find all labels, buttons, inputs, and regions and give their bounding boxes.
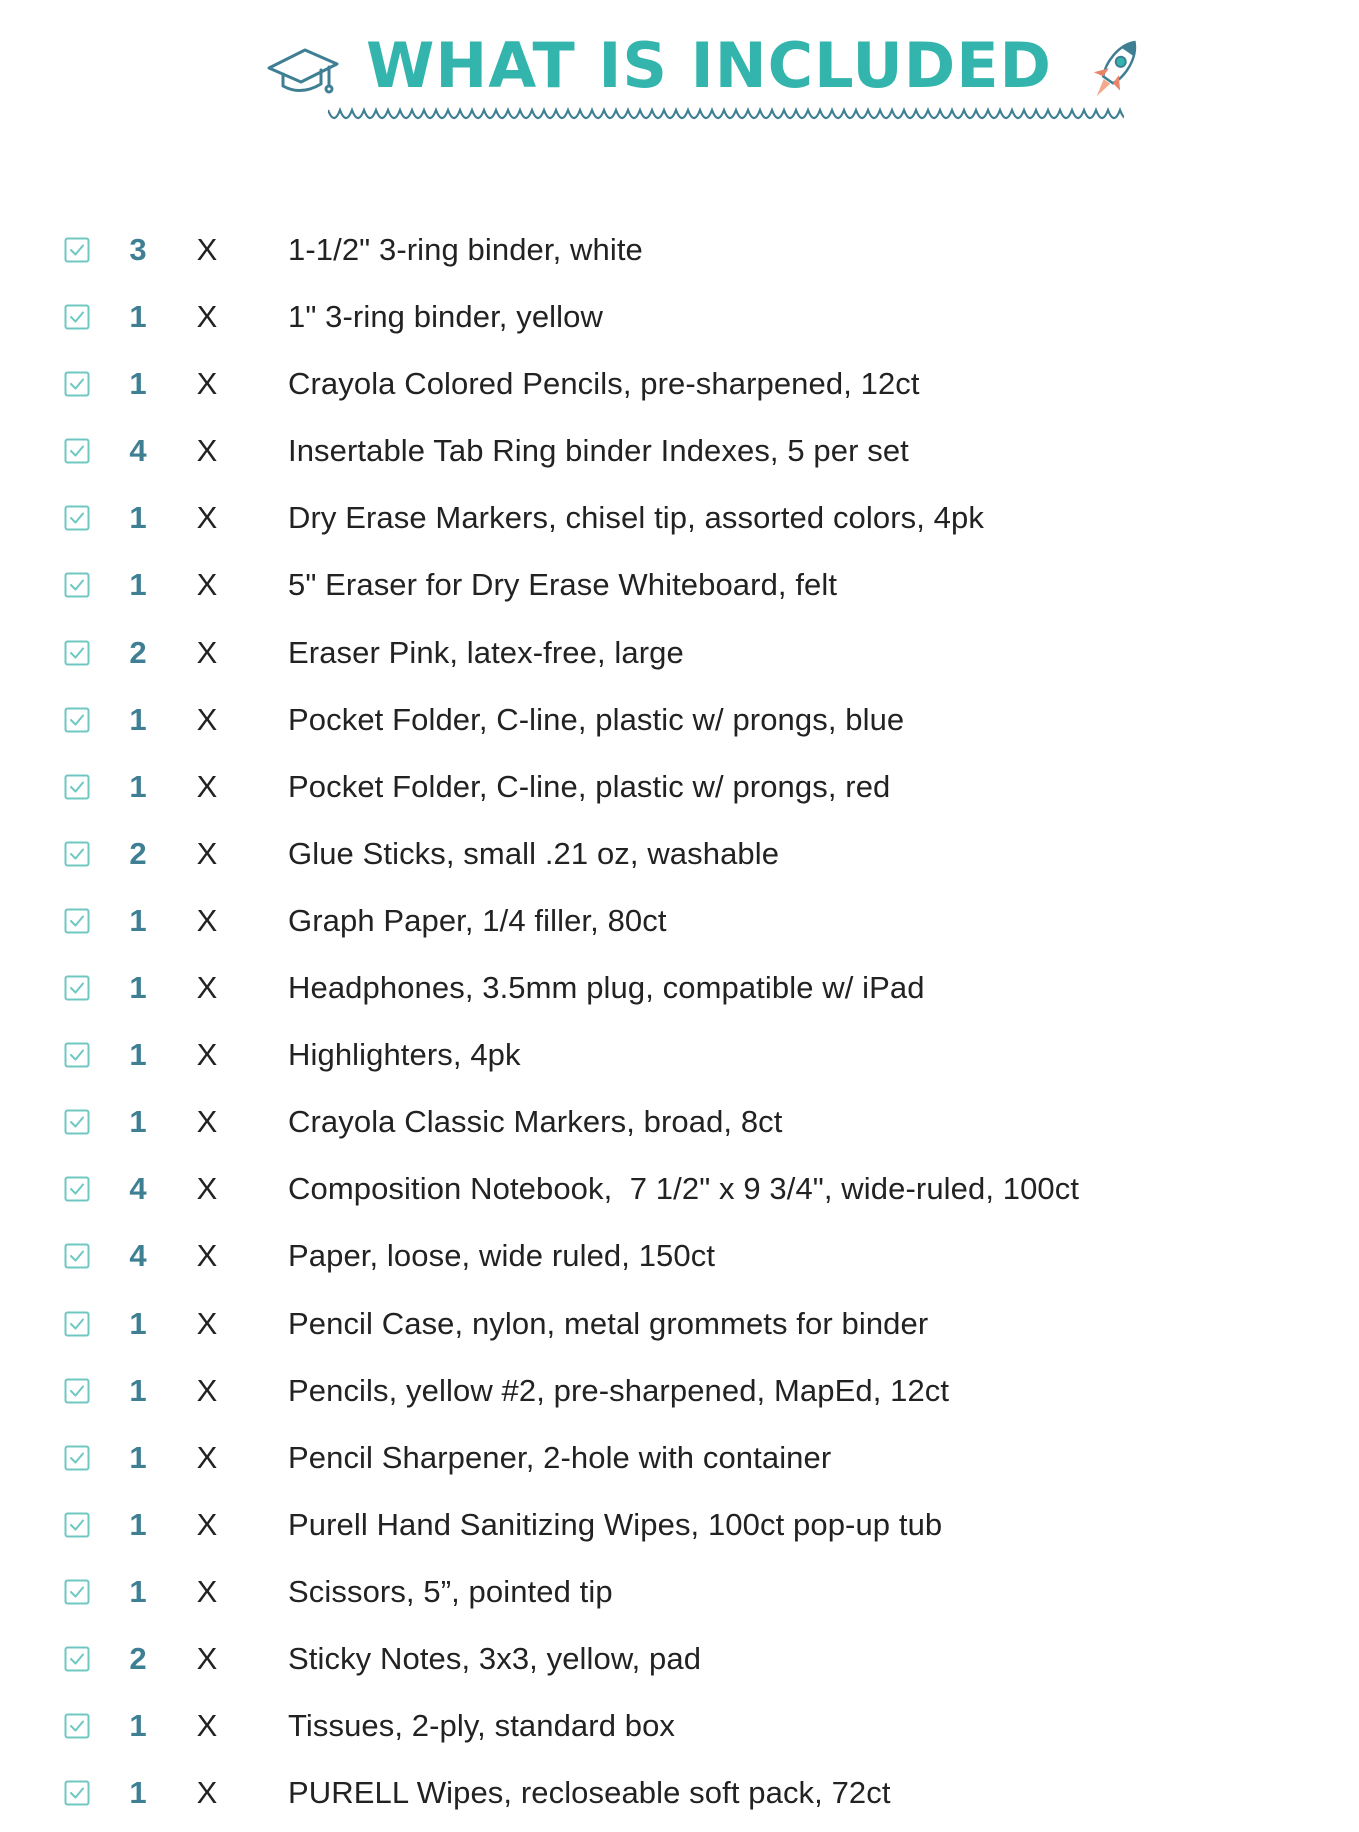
multiply-symbol: X: [196, 1506, 218, 1542]
list-item: [0, 222, 1359, 289]
checkbox-icon[interactable]: [64, 1243, 90, 1269]
multiply-symbol: X: [196, 768, 218, 804]
item-quantity: 1: [129, 970, 147, 1006]
item-quantity: 1: [129, 299, 147, 335]
list-item: [0, 1094, 1359, 1161]
checkbox-icon[interactable]: [64, 1713, 90, 1739]
checkbox-icon[interactable]: [64, 572, 90, 598]
checkbox-icon[interactable]: [64, 505, 90, 531]
item-quantity: 1: [129, 1372, 147, 1408]
list-item: [0, 289, 1359, 356]
item-name: Headphones, 3.5mm plug, compatible w/ iPad: [288, 970, 925, 1006]
list-item: [0, 1161, 1359, 1228]
multiply-symbol: X: [196, 1372, 218, 1408]
list-item: [0, 1698, 1359, 1765]
list-item: [0, 960, 1359, 1027]
item-name: 5" Eraser for Dry Erase Whiteboard, felt: [288, 567, 838, 603]
item-quantity: 2: [129, 835, 147, 871]
item-name: Crayola Colored Pencils, pre-sharpened, 12ct: [288, 366, 920, 402]
item-quantity: 1: [129, 1775, 147, 1811]
multiply-symbol: X: [196, 1573, 218, 1609]
item-name: Insertable Tab Ring binder Indexes, 5 per set: [288, 433, 909, 469]
item-name: Pencil Sharpener, 2-hole with container: [288, 1439, 832, 1475]
multiply-symbol: X: [196, 1171, 218, 1207]
item-quantity: 2: [129, 1640, 147, 1676]
list-item: [0, 1228, 1359, 1295]
item-name: Eraser Pink, latex-free, large: [288, 634, 684, 670]
list-item: [0, 1296, 1359, 1363]
page-header: [0, 0, 1359, 140]
list-item: [0, 1765, 1359, 1832]
multiply-symbol: X: [196, 1439, 218, 1475]
item-quantity: 1: [129, 567, 147, 603]
item-name: Pocket Folder, C-line, plastic w/ prongs, blue: [288, 701, 905, 737]
item-name: Pocket Folder, C-line, plastic w/ prongs, red: [288, 768, 891, 804]
wave-divider: [328, 104, 1124, 126]
checkbox-icon[interactable]: [64, 1445, 90, 1471]
list-item: [0, 1564, 1359, 1631]
item-quantity: 1: [129, 1104, 147, 1140]
item-name: Pencil Case, nylon, metal grommets for binder: [288, 1305, 929, 1341]
checkbox-icon[interactable]: [64, 1512, 90, 1538]
list-item: [0, 356, 1359, 423]
list-item: [0, 1430, 1359, 1497]
graduation-cap-icon: [265, 42, 339, 98]
rocket-icon: [1085, 30, 1145, 110]
item-quantity: 1: [129, 1506, 147, 1542]
item-quantity: 1: [129, 1708, 147, 1744]
multiply-symbol: X: [196, 232, 218, 267]
checkbox-icon[interactable]: [64, 707, 90, 733]
checkbox-icon[interactable]: [64, 1646, 90, 1672]
multiply-symbol: X: [196, 1037, 218, 1073]
item-quantity: 3: [129, 232, 147, 267]
item-name: Glue Sticks, small .21 oz, washable: [288, 835, 780, 871]
item-quantity: 1: [129, 902, 147, 938]
multiply-symbol: X: [196, 1104, 218, 1140]
item-name: Purell Hand Sanitizing Wipes, 100ct pop-up tub: [288, 1506, 943, 1542]
checkbox-icon[interactable]: [64, 1176, 90, 1202]
multiply-symbol: X: [196, 970, 218, 1006]
item-quantity: 4: [129, 1171, 147, 1207]
item-quantity: 2: [129, 634, 147, 670]
item-name: Pencils, yellow #2, pre-sharpened, MapEd, 12ct: [288, 1372, 950, 1408]
list-item: [0, 826, 1359, 893]
item-quantity: 1: [129, 1439, 147, 1475]
checkbox-icon[interactable]: [64, 371, 90, 397]
item-name: Scissors, 5”, pointed tip: [288, 1573, 613, 1609]
list-item: [0, 423, 1359, 490]
multiply-symbol: X: [196, 701, 218, 737]
item-name: Composition Notebook, 7 1/2" x 9 3/4", wide-ruled, 100ct: [288, 1171, 1080, 1207]
multiply-symbol: X: [196, 567, 218, 603]
multiply-symbol: X: [196, 835, 218, 871]
multiply-symbol: X: [196, 634, 218, 670]
checkbox-icon[interactable]: [64, 1780, 90, 1806]
multiply-symbol: X: [196, 1305, 218, 1341]
item-quantity: 4: [129, 1238, 147, 1274]
item-name: 1" 3-ring binder, yellow: [288, 299, 603, 335]
list-item: [0, 1363, 1359, 1430]
item-name: Graph Paper, 1/4 filler, 80ct: [288, 902, 667, 938]
list-item: [0, 557, 1359, 624]
list-item: [0, 1631, 1359, 1698]
item-quantity: 1: [129, 768, 147, 804]
item-name: Highlighters, 4pk: [288, 1037, 521, 1073]
item-quantity: 4: [129, 433, 147, 469]
list-item: [0, 692, 1359, 759]
checkbox-icon[interactable]: [64, 640, 90, 666]
checkbox-icon[interactable]: [64, 237, 90, 263]
multiply-symbol: X: [196, 1238, 218, 1274]
checkbox-icon[interactable]: [64, 975, 90, 1001]
multiply-symbol: X: [196, 1708, 218, 1744]
item-quantity: 1: [129, 366, 147, 402]
multiply-symbol: X: [196, 500, 218, 536]
checkbox-icon[interactable]: [64, 908, 90, 934]
item-quantity: 1: [129, 1037, 147, 1073]
list-item: [0, 1027, 1359, 1094]
item-quantity: 1: [129, 1573, 147, 1609]
item-name: Dry Erase Markers, chisel tip, assorted colors, 4pk: [288, 500, 984, 536]
checkbox-icon[interactable]: [64, 1042, 90, 1068]
item-name: Crayola Classic Markers, broad, 8ct: [288, 1104, 783, 1140]
checkbox-icon[interactable]: [64, 438, 90, 464]
item-name: PURELL Wipes, recloseable soft pack, 72ct: [288, 1775, 891, 1811]
checkbox-icon[interactable]: [64, 1378, 90, 1404]
item-quantity: 1: [129, 701, 147, 737]
item-name: Sticky Notes, 3x3, yellow, pad: [288, 1640, 702, 1676]
item-quantity: 1: [129, 500, 147, 536]
multiply-symbol: X: [196, 366, 218, 402]
list-item: [0, 625, 1359, 692]
checkbox-icon[interactable]: [64, 304, 90, 330]
list-item: [0, 893, 1359, 960]
checkbox-icon[interactable]: [64, 841, 90, 867]
multiply-symbol: X: [196, 902, 218, 938]
checkbox-icon[interactable]: [64, 1311, 90, 1337]
supply-list: [0, 222, 1359, 1832]
multiply-symbol: X: [196, 433, 218, 469]
page-title: WHAT IS INCLUDED: [366, 29, 1053, 102]
multiply-symbol: X: [196, 299, 218, 335]
multiply-symbol: X: [196, 1640, 218, 1676]
item-name: 1-1/2" 3-ring binder, white: [288, 232, 643, 267]
checkbox-icon[interactable]: [64, 774, 90, 800]
checkbox-icon[interactable]: [64, 1579, 90, 1605]
item-name: Paper, loose, wide ruled, 150ct: [288, 1238, 716, 1274]
list-item: [0, 759, 1359, 826]
item-name: Tissues, 2-ply, standard box: [288, 1708, 676, 1744]
list-item: [0, 1497, 1359, 1564]
item-quantity: 1: [129, 1305, 147, 1341]
list-item: [0, 490, 1359, 557]
multiply-symbol: X: [196, 1775, 218, 1811]
checkbox-icon[interactable]: [64, 1109, 90, 1135]
